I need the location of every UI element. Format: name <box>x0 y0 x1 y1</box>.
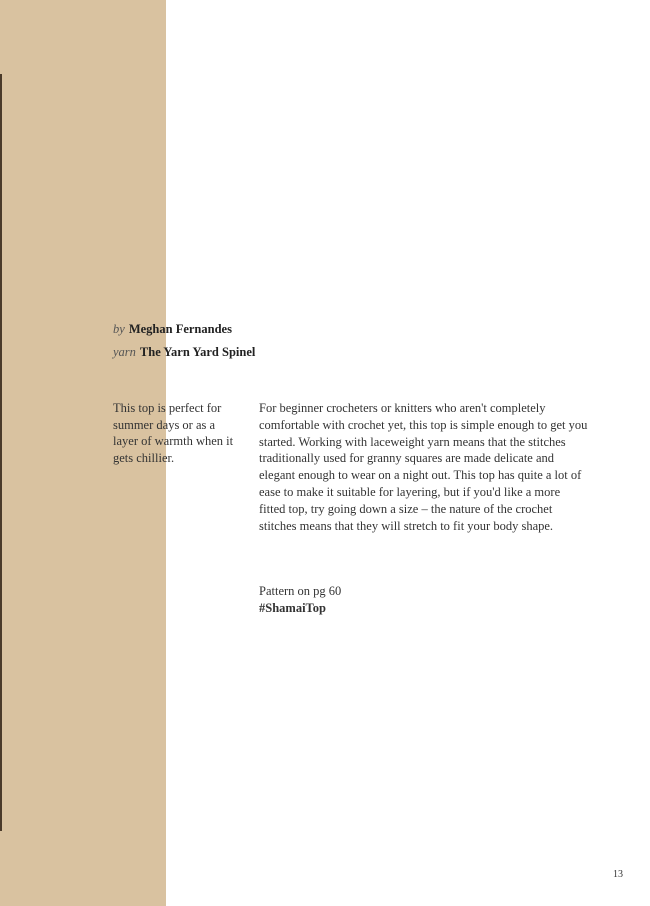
pattern-reference <box>259 583 341 617</box>
designer-line <box>113 318 255 341</box>
body-paragraph: For beginner crocheters or knitters who aren't completely comfortable with crochet yet, this top is simple enough to get you started. Working with laceweight yarn means that the stitches traditionally used for granny squares are made delicate and elegant enough to wear on a night out. This top has quite a lot of ease to make it suitable for layering, but if you'd like a more fitted top, try going down a size – the nature of the crochet stitches means that they will stretch to fit your body shape. <box>259 401 588 533</box>
yarn-label: yarn <box>113 345 136 359</box>
credits <box>113 318 255 364</box>
yarn-name: The Yarn Yard Spinel <box>139 345 256 359</box>
yarn-line <box>113 341 255 364</box>
pattern-page-ref: Pattern on pg 60 <box>259 584 342 598</box>
intro-text: This top is perfect for summer days or as a layer of warmth when it gets chillier. <box>113 401 234 465</box>
edge-divider <box>0 74 2 831</box>
designer-name: Meghan Fernandes <box>128 322 232 336</box>
pattern-hashtag: #ShamaiTop <box>259 601 326 615</box>
by-label: by <box>113 322 125 336</box>
page-number: 13 <box>613 869 623 880</box>
